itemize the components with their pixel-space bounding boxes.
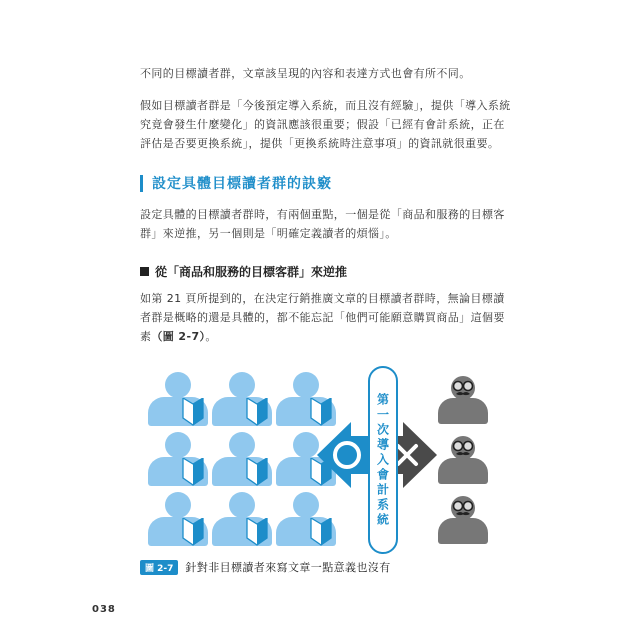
heading-square-bullet [140, 267, 149, 276]
beginner-person-icon [212, 432, 272, 488]
caption-text: 針對非目標讀者來寫文章一點意義也沒有 [185, 561, 391, 574]
beginner-mark-icon [246, 398, 268, 426]
beginner-person-icon [148, 372, 208, 428]
glasses-mustache-icon [451, 438, 475, 460]
vertical-label-box [368, 366, 398, 554]
beginner-mark-icon [182, 458, 204, 486]
paragraph-end-mark: 。 [205, 330, 217, 343]
beginner-mark-icon [182, 518, 204, 546]
figure-2-7 [140, 360, 512, 555]
paragraph-intro: 不同的目標讀者群，文章該呈現的內容和表達方式也會有所不同。 [140, 67, 471, 80]
experienced-person-icon [438, 376, 488, 424]
beginner-person-icon [212, 372, 272, 428]
paragraph-two-points: 設定具體的目標讀者群時，有兩個重點，一個是從「商品和服務的目標客群」來逆推，另一個則是「明確定義讀者的煩惱」。 [140, 208, 505, 240]
vertical-label: 第一次導入會計系統 [375, 392, 390, 528]
beginner-person-icon [212, 492, 272, 548]
beginner-mark-icon [310, 518, 332, 546]
beginner-person-icon [276, 492, 336, 548]
glasses-mustache-icon [451, 378, 475, 400]
experienced-person-icon [438, 496, 488, 544]
beginner-mark-icon [246, 458, 268, 486]
section-heading-text: 設定具體目標讀者群的訣竅 [152, 176, 332, 192]
caption-tag: 圖 2-7 [140, 560, 178, 575]
figure-reference: （圖 2-7） [151, 330, 206, 343]
paragraph-example: 假如目標讀者群是「今後預定導入系統，而且沒有經驗」，提供「導入系統究竟會發生什麼變化」的資訊應該很重要；假設「已經有會計系統，正在評估是否要更換系統」，提供「更換系統時注意事項」的資訊就很重要。 [140, 99, 511, 150]
glasses-mustache-icon [451, 498, 475, 520]
beginner-person-icon [148, 492, 208, 548]
subsection-heading [140, 263, 347, 280]
heading-accent-bar [140, 175, 143, 192]
experienced-person-icon [438, 436, 488, 484]
section-heading [140, 174, 332, 192]
beginner-mark-icon [246, 518, 268, 546]
beginner-mark-icon [182, 398, 204, 426]
figure-caption [140, 559, 391, 575]
beginner-person-icon [148, 432, 208, 488]
page-number: 038 [92, 604, 116, 615]
left-arrow-icon [317, 422, 373, 488]
subsection-heading-text: 從「商品和服務的目標客群」來逆推 [155, 265, 348, 279]
paragraph-main-text: 如第 21 頁所提到的，在決定行銷推廣文章的目標讀者群時，無論目標讀者群是概略的還是具體的，都不能忘記「他們可能願意購買商品」這個要素 [140, 292, 505, 343]
paragraph-reverse-target [140, 289, 512, 346]
